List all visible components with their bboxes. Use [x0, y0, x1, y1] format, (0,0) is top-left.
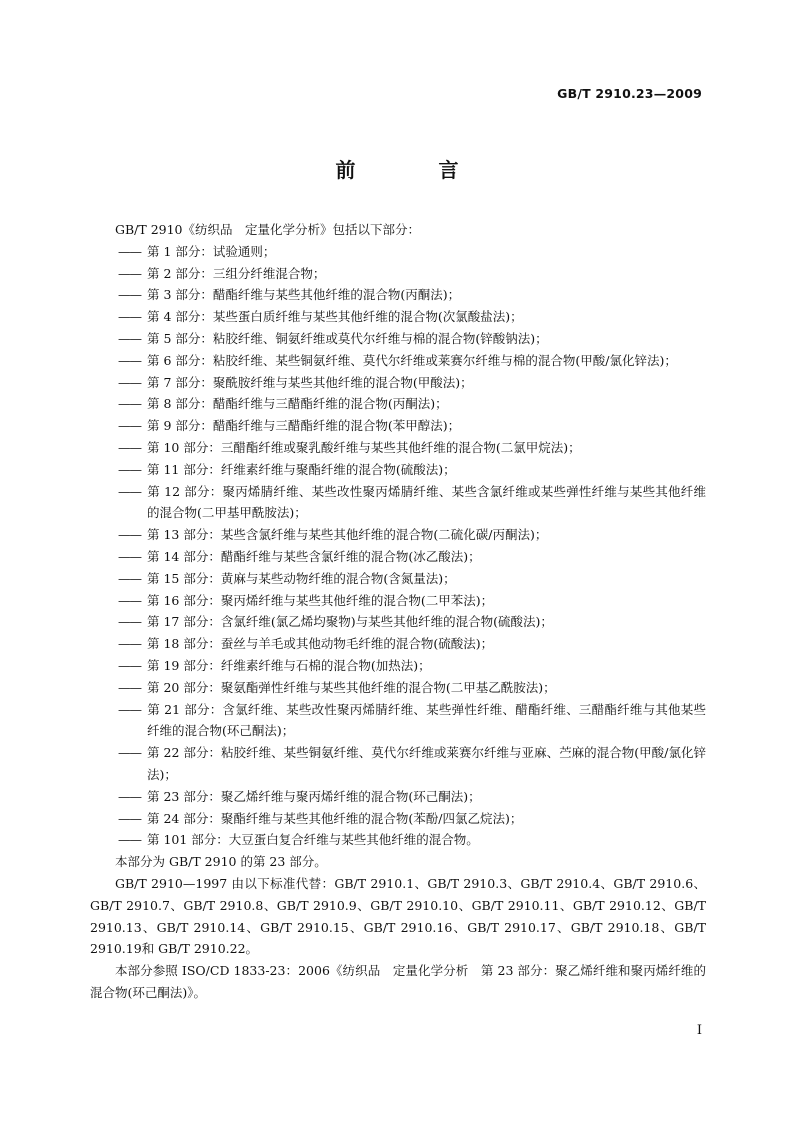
list-item — [90, 263, 706, 285]
list-item-text: 第 16 部分：聚丙烯纤维与某些其他纤维的混合物(二甲苯法)； — [147, 592, 494, 608]
list-item-text: 第 24 部分：聚酯纤维与某些其他纤维的混合物(苯酚/四氯乙烷法)； — [147, 810, 523, 826]
dash-marker: —— — [118, 592, 141, 608]
dash-marker: —— — [118, 287, 141, 303]
list-item-text: 第 23 部分：聚乙烯纤维与聚丙烯纤维的混合物(环己酮法)； — [147, 788, 481, 804]
list-item-text: 第 9 部分：醋酯纤维与三醋酯纤维的混合物(苯甲醇法)； — [147, 418, 461, 434]
list-item — [90, 590, 706, 612]
scope-paragraph: 本部分为 GB/T 2910 的第 23 部分。 — [115, 854, 327, 870]
replacement-paragraph: GB/T 2910—1997 由以下标准代替：GB/T 2910.1、GB/T 2910.3、GB/T 2910.4、GB/T 2910.6、GB/T 2910.7、GB/T 2910.8、GB/T 2910.9、GB/T 2910.10、GB/T 2910.11、GB/T 2910.12、GB/T 2910.13、GB/T 2910.14、GB/T 2910.15、GB/T 2910.16、GB/T 2910.17、GB/T 2910.18、GB/T 2910.19和 GB/T 2910.22。 — [90, 875, 706, 957]
list-item — [90, 437, 706, 459]
list-item — [90, 393, 706, 415]
list-item-text: 第 14 部分：醋酯纤维与某些含氯纤维的混合物(冰乙酸法)； — [147, 548, 481, 564]
list-item — [90, 546, 706, 568]
list-item-text: 第 19 部分：纤维素纤维与石棉的混合物(加热法)； — [147, 657, 431, 673]
dash-marker: —— — [118, 374, 141, 390]
list-item — [90, 284, 706, 306]
list-item-text: 第 10 部分：三醋酯纤维或聚乳酸纤维与某些其他纤维的混合物(二氯甲烷法)； — [147, 439, 581, 455]
list-item-text: 第 20 部分：聚氨酯弹性纤维与某些其他纤维的混合物(二甲基乙酰胺法)； — [147, 679, 556, 695]
list-item-text: 第 17 部分：含氯纤维(氯乙烯均聚物)与某些其他纤维的混合物(硫酸法)； — [147, 614, 553, 630]
list-item — [90, 655, 706, 677]
list-item — [90, 459, 706, 481]
dash-marker: —— — [118, 810, 141, 826]
list-item — [90, 829, 706, 851]
list-item — [90, 306, 706, 328]
list-item-text: 第 4 部分：某些蛋白质纤维与某些其他纤维的混合物(次氯酸盐法)； — [147, 309, 523, 325]
list-item-text: 第 3 部分：醋酯纤维与某些其他纤维的混合物(丙酮法)； — [147, 287, 461, 303]
dash-marker: —— — [118, 745, 141, 761]
list-item-text: 第 22 部分：粘胶纤维、某些铜氨纤维、莫代尔纤维或莱赛尔纤维与亚麻、苎麻的混合物(甲酸/氯化锌法)； — [147, 745, 706, 782]
list-item — [90, 611, 706, 633]
parts-list — [90, 241, 706, 851]
dash-marker: —— — [118, 679, 141, 695]
list-item-text: 第 18 部分：蚕丝与羊毛或其他动物毛纤维的混合物(硫酸法)； — [147, 636, 494, 652]
list-item-text: 第 21 部分：含氯纤维、某些改性聚丙烯腈纤维、某些弹性纤维、醋酯纤维、三醋酯纤维与其他某些纤维的混合物(环己酮法)； — [147, 701, 706, 739]
intro-paragraph: GB/T 2910《纺织品 定量化学分析》包括以下部分： — [115, 222, 421, 237]
dash-marker: —— — [118, 701, 141, 717]
dash-marker: —— — [118, 330, 141, 346]
dash-marker: —— — [118, 309, 141, 325]
list-item-text: 第 2 部分：三组分纤维混合物； — [147, 265, 326, 281]
list-item-text: 第 11 部分：纤维素纤维与聚酯纤维的混合物(硫酸法)； — [147, 461, 456, 477]
dash-marker: —— — [118, 832, 141, 848]
list-item-text: 第 8 部分：醋酯纤维与三醋酯纤维的混合物(丙酮法)； — [147, 396, 448, 412]
list-item — [90, 677, 706, 699]
list-item — [90, 808, 706, 830]
list-item-text: 第 1 部分：试验通则； — [147, 243, 276, 259]
dash-marker: —— — [118, 352, 141, 368]
dash-marker: —— — [118, 483, 141, 499]
list-item-text: 第 13 部分：某些含氯纤维与某些其他纤维的混合物(二硫化碳/丙酮法)； — [147, 527, 548, 543]
reference-paragraph: 本部分参照 ISO/CD 1833-23：2006《纺织品 定量化学分析 第 23 部分：聚乙烯纤维和聚丙烯纤维的混合物(环己酮法)》。 — [90, 963, 706, 1000]
list-item-text: 第 12 部分：聚丙烯腈纤维、某些改性聚丙烯腈纤维、某些含氯纤维或某些弹性纤维与某些其他纤维的混合物(二甲基甲酰胺法)； — [147, 483, 706, 521]
dash-marker: —— — [118, 657, 141, 673]
list-item — [90, 633, 706, 655]
document-body — [90, 219, 706, 1004]
dash-marker: —— — [118, 788, 141, 804]
dash-marker: —— — [118, 396, 141, 412]
page-title: 前 言 — [335, 158, 497, 182]
list-item-text: 第 15 部分：黄麻与某些动物纤维的混合物(含氮量法)； — [147, 570, 456, 586]
list-item — [90, 241, 706, 263]
dash-marker: —— — [118, 570, 141, 586]
list-item — [90, 742, 706, 786]
dash-marker: —— — [118, 548, 141, 564]
list-item-text: 第 101 部分：大豆蛋白复合纤维与某些其他纤维的混合物。 — [147, 832, 479, 848]
list-item — [90, 524, 706, 546]
list-item — [90, 481, 706, 525]
list-item — [90, 786, 706, 808]
dash-marker: —— — [118, 439, 141, 455]
list-item-text: 第 7 部分：聚酰胺纤维与某些其他纤维的混合物(甲酸法)； — [147, 374, 473, 390]
page-number: I — [696, 1023, 702, 1038]
list-item — [90, 699, 706, 743]
list-item — [90, 328, 706, 350]
dash-marker: —— — [118, 636, 141, 652]
dash-marker: —— — [118, 614, 141, 630]
dash-marker: —— — [118, 265, 141, 281]
dash-marker: —— — [118, 527, 141, 543]
standard-code: GB/T 2910.23—2009 — [557, 86, 702, 101]
dash-marker: —— — [118, 461, 141, 477]
list-item — [90, 568, 706, 590]
list-item — [90, 350, 706, 372]
list-item-text: 第 6 部分：粘胶纤维、某些铜氨纤维、莫代尔纤维或莱赛尔纤维与棉的混合物(甲酸/氯化锌法)； — [147, 352, 677, 368]
list-item — [90, 415, 706, 437]
dash-marker: —— — [118, 243, 141, 259]
dash-marker: —— — [118, 418, 141, 434]
list-item-text: 第 5 部分：粘胶纤维、铜氨纤维或莫代尔纤维与棉的混合物(锌酸钠法)； — [147, 330, 548, 346]
list-item — [90, 372, 706, 394]
